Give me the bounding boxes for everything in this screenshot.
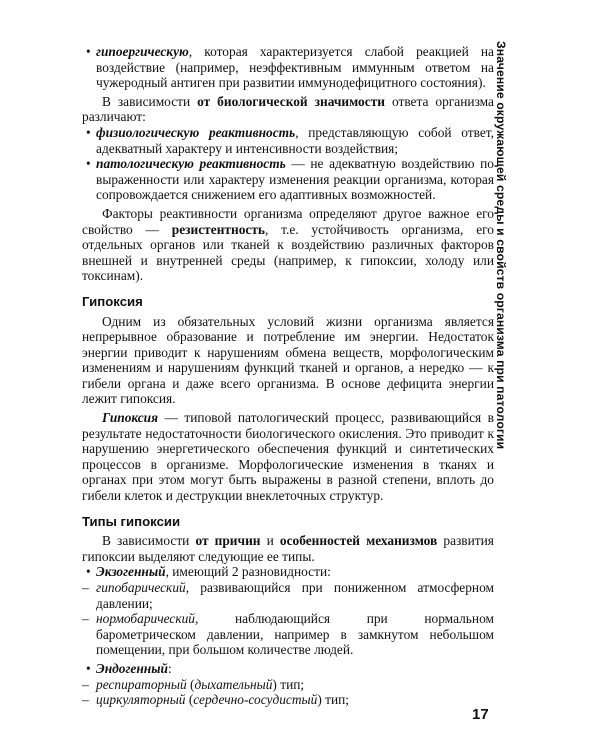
paragraph-types-intro: В зависимости от причин и особенностей механизмов развития гипоксии выделяют следующие ее типы. [82,533,494,564]
paragraph-resistance: Факторы реактивности организма определяют другое важное его свойство — резистентность, т.е. устойчивость организма, его отдельных органов или тканей к воздействию различных факторов внешней и внутренней среды (например, к гипоксии, холоду или токсинам). [82,205,494,284]
paragraph-biological-significance: В зависимости от биологической значимости ответа организма различают: [82,93,494,125]
heading-hypoxia-types: Типы гипоксии [82,513,181,529]
sub-item-hypobaric: – гипобарический, развивающийся при пониженном атмосферном давлении; [82,580,494,611]
sub-item-respiratory: – респираторный (дыхательный) тип; [82,676,305,692]
heading-hypoxia: Гипоксия [82,293,143,309]
page-number: 17 [472,706,489,723]
running-head-text: Значение окружающей среды и свойств организма при патологии [494,41,508,450]
sub-item-normobaric: – нормобарический, наблюдающийся при нормальном барометрическом давлении, например в замкнутом небольшом помещении, при большом количестве людей. [82,611,494,658]
list-item-pathological: • патологическую реактивность — не адекватную воздействию по выраженности или характеру изменения реакции организма, которая сопровождается снижением его адаптивных возможностей. [86,156,495,203]
list-item-hypoergic: • гипоергическую, которая характеризуется слабой реакцией на воздействие (например, неэффективным иммунным ответом на чужеродный антиген при развитии иммунодефицитного состояния). [86,44,494,91]
paragraph-hypoxia-definition: Гипоксия — типовой патологический процесс, развивающийся в результате недостаточности биологического окисления. Это приводит к нарушению энергетического обеспечения функций и синтетических процессов в организме. Морфологические изменения в тканях и органах при этом могут быть выражены в разной степени, вплоть до гибели клеток и деструкции внеклеточных структур. [82,410,494,504]
list-item-physiological: • физиологическую реактивность, представляющую собой ответ, адекватный характеру и интенсивности воздействия; [86,124,494,156]
paragraph-hypoxia-intro: Одним из обязательных условий жизни организма является непрерывное образование и потребление им энергии. Недостаток энергии приводит к нарушениям обмена веществ, морфологическим изменениям и нарушениям функций тканей и органов, а нередко — к гибели органа и даже всего организма. В основе дефицита энергии лежит гипоксия. [82,313,494,407]
list-item-endogenous: • Эндогенный: [86,660,172,676]
sub-item-circulatory: – циркуляторный (сердечно-сосудистый) тип; [82,692,350,708]
running-head-vertical [494,41,522,450]
text-column [82,44,494,708]
list-item-exogenous: • Экзогенный, имеющий 2 разновидности: [86,564,331,580]
